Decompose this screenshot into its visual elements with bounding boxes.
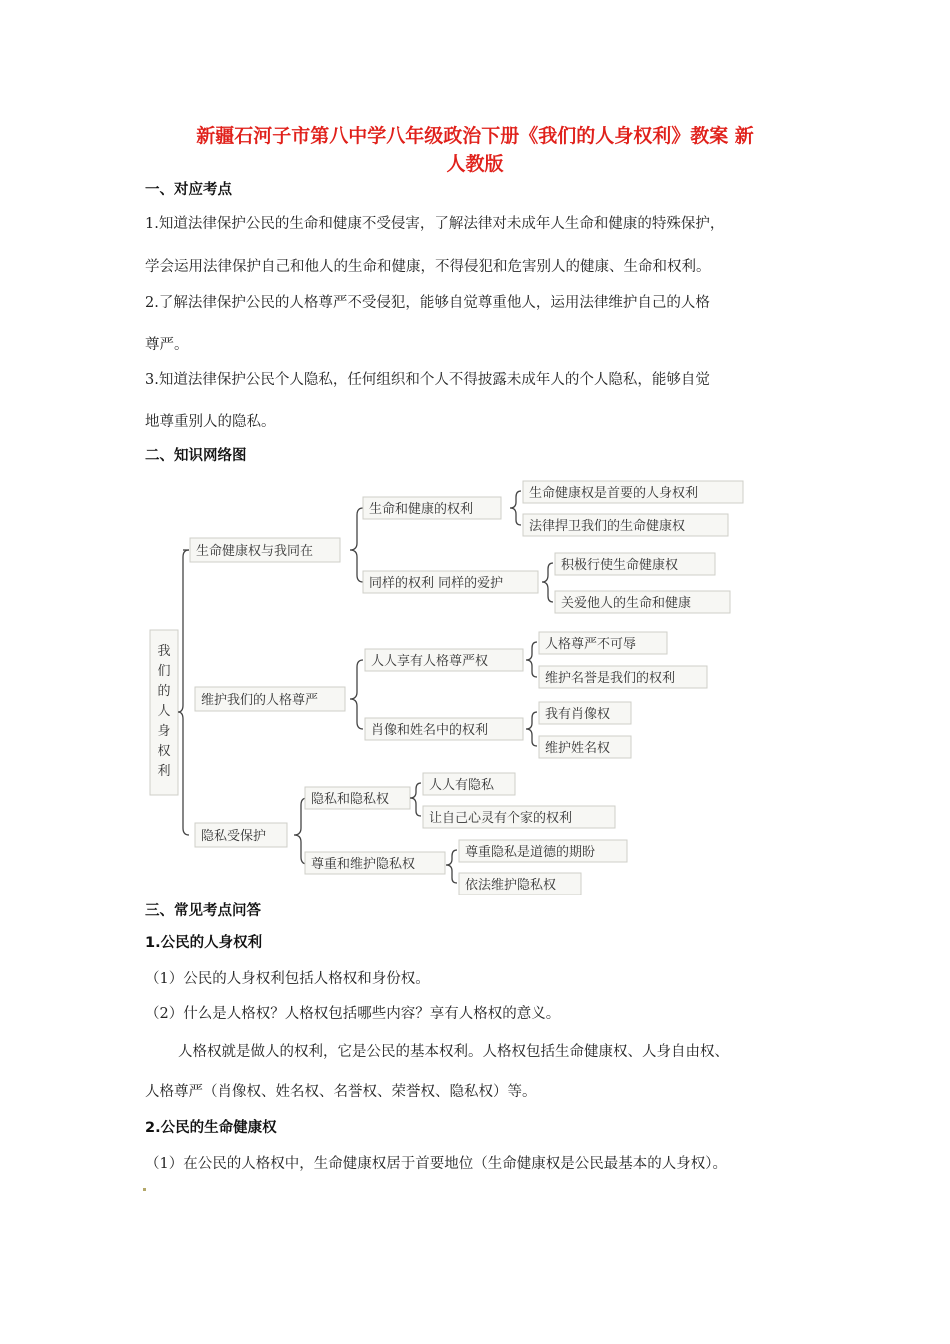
svg-text:身: 身 (157, 724, 171, 739)
leaf-item: 人格尊严不可辱 (545, 637, 637, 652)
paragraph-line: 1.知道法律保护公民的生命和健康不受侵害，了解法律对未成年人生命和健康的特殊保护， (145, 216, 725, 232)
svg-text:们: 们 (157, 664, 171, 679)
svg-text:利: 利 (157, 764, 171, 779)
paragraph-line: 3.知道法律保护公民个人隐私，任何组织和个人不得披露未成年人的个人隐私，能够自觉 (145, 372, 710, 388)
branch-2-sub-1: 人人享有人格尊严权 (371, 654, 489, 669)
leaf-item: 关爱他人的生命和健康 (561, 596, 692, 611)
section-heading-1: 一、对应考点 (145, 182, 232, 198)
branch-3-sub-1: 隐私和隐私权 (311, 792, 390, 807)
question-1-title: 1.公民的人身权利 (145, 935, 263, 951)
title-line-2: 人教版 (446, 153, 504, 175)
branch-1-label: 生命健康权与我同在 (196, 544, 314, 559)
leaf-item: 尊重隐私是道德的期盼 (465, 845, 596, 860)
leaf-item: 法律捍卫我们的生命健康权 (529, 519, 686, 534)
leaf-item: 维护名誉是我们的权利 (545, 671, 676, 686)
svg-text:的: 的 (157, 684, 171, 699)
svg-text:人: 人 (157, 704, 171, 719)
root-label (157, 644, 170, 779)
paragraph-line: 2.了解法律保护公民的人格尊严不受侵犯，能够自觉尊重他人，运用法律维护自己的人格 (145, 295, 710, 311)
svg-text:权: 权 (157, 744, 171, 759)
leaf-item: 让自己心灵有个家的权利 (429, 811, 573, 826)
branch-2-label: 维护我们的人格尊严 (201, 693, 319, 708)
branch-2-sub-2: 肖像和姓名中的权利 (371, 723, 489, 738)
leaf-item: 我有肖像权 (545, 707, 611, 722)
leaf-item: 维护姓名权 (545, 741, 611, 756)
leaf-item: 积极行使生命健康权 (561, 558, 679, 573)
paragraph-line: （2）什么是人格权？人格权包括哪些内容？享有人格权的意义。 (145, 1006, 561, 1022)
paragraph-line: 尊严。 (145, 337, 189, 353)
svg-text:我: 我 (157, 644, 171, 659)
root-brace (178, 550, 189, 835)
branch-3-label: 隐私受保护 (201, 829, 267, 844)
section-heading-3: 三、常见考点问答 (145, 903, 261, 919)
branch-1-sub-1: 生命和健康的权利 (369, 502, 474, 517)
branch-3-sub-2: 尊重和维护隐私权 (311, 857, 416, 872)
title-line-1: 新疆石河子市第八中学八年级政治下册《我们的人身权利》教案 新 (196, 125, 754, 147)
document-title (130, 122, 820, 178)
branch-1-brace (350, 508, 363, 582)
knowledge-network-diagram (145, 475, 765, 895)
leaf-item: 生命健康权是首要的人身权利 (529, 486, 699, 501)
paragraph-line: （1）在公民的人格权中，生命健康权居于首要地位（生命健康权是公民最基本的人身权）。 (145, 1156, 727, 1172)
speck-mark (143, 1188, 146, 1191)
leaf-item: 依法维护隐私权 (465, 878, 557, 893)
paragraph-line: （1）公民的人身权利包括人格权和身份权。 (145, 971, 430, 987)
paragraph-line: 学会运用法律保护自己和他人的生命和健康，不得侵犯和危害别人的健康、生命和权利。 (145, 259, 711, 275)
section-heading-2: 二、知识网络图 (145, 448, 247, 464)
paragraph-line: 地尊重别人的隐私。 (145, 414, 276, 430)
paragraph-line: 人格尊严（肖像权、姓名权、名誉权、荣誉权、隐私权）等。 (145, 1084, 537, 1100)
leaf-item: 人人有隐私 (429, 778, 495, 793)
branch-1-sub-2: 同样的权利 同样的爱护 (369, 576, 504, 591)
question-2-title: 2.公民的生命健康权 (145, 1120, 277, 1136)
paragraph-line: 人格权就是做人的权利，它是公民的基本权利。人格权包括生命健康权、人身自由权、 (178, 1044, 729, 1060)
